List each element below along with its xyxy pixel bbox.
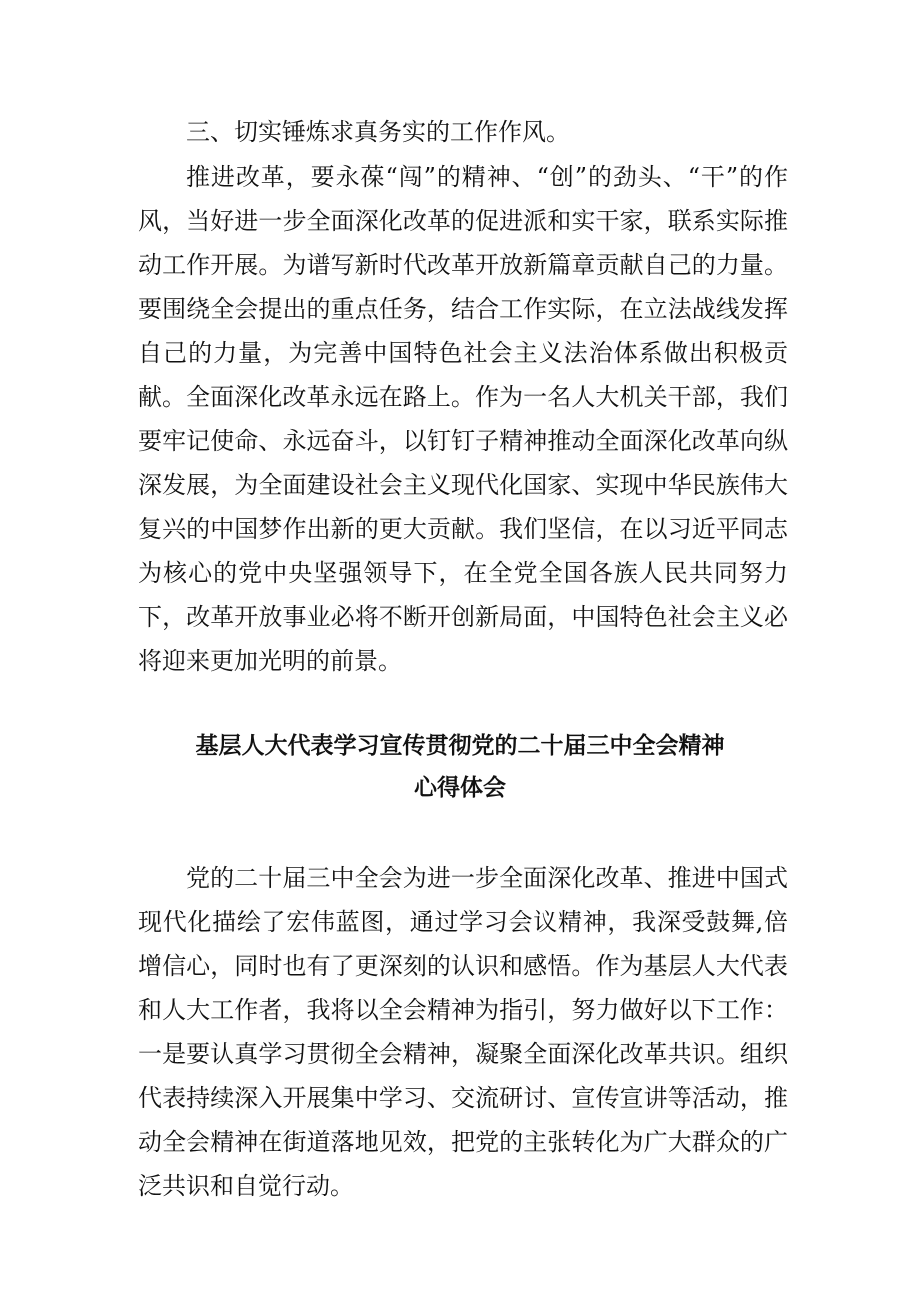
paragraph-reform-spirit: 推进改革，要永葆“闯”的精神、“创”的劲头、“干”的作风，当好进一步全面深化改革的促进派和实干家，联系实际推动工作开展。为谱写新时代改革开放新篇章贡献自己的力量。要围绕全会提出的重点任务，结合工作实际，在立法战线发挥自己的力量，为完善中国特色社会主义法治体系做出积极贡献。 [138,163,788,411]
paragraph-plenary-learning: 党的二十届三中全会为进一步全面深化改革、推进中国式现代化描绘了宏伟蓝图，通过学习会议精神，我深受鼓舞,倍增信心，同时也有了更深刻的认识和感悟。作为基层人大代表和人大工作者，我将以全会精神为指引，努力做好以下工作：一是要认真学习贯彻全会精神，凝聚全面深化改革共识。组织代表持续深入开展集中学习、交流研讨、宣传宣讲等活动，推动全会精神在街道落地见效，把党的主张转化为广大群众的广泛共识和自觉行动。 [138,864,788,1200]
paragraph-deepening-reform: 全面深化改革永远在路上。作为一名人大机关干部，我们要牢记使命、永远奋斗，以钉钉子精神推动全面深化改革向纵深发展，为全面建设社会主义现代化国家、实现中华民族伟大复兴的中国梦作出新的更大贡献。我们坚信，在以习近平同志为核心的党中央坚强领导下，在全党全国各族人民共同努力下，改革开放事业必将不断开创新局面，中国特色社会主义必将迎来更加光明的前景。 [138,383,788,675]
article-title-line-1: 基层人大代表学习宣传贯彻党的二十届三中全会精神 [195,733,725,759]
article-title-line-2: 心得体会 [414,775,506,801]
section-heading: 三、切实锤炼求真务实的工作作风。 [186,118,570,146]
